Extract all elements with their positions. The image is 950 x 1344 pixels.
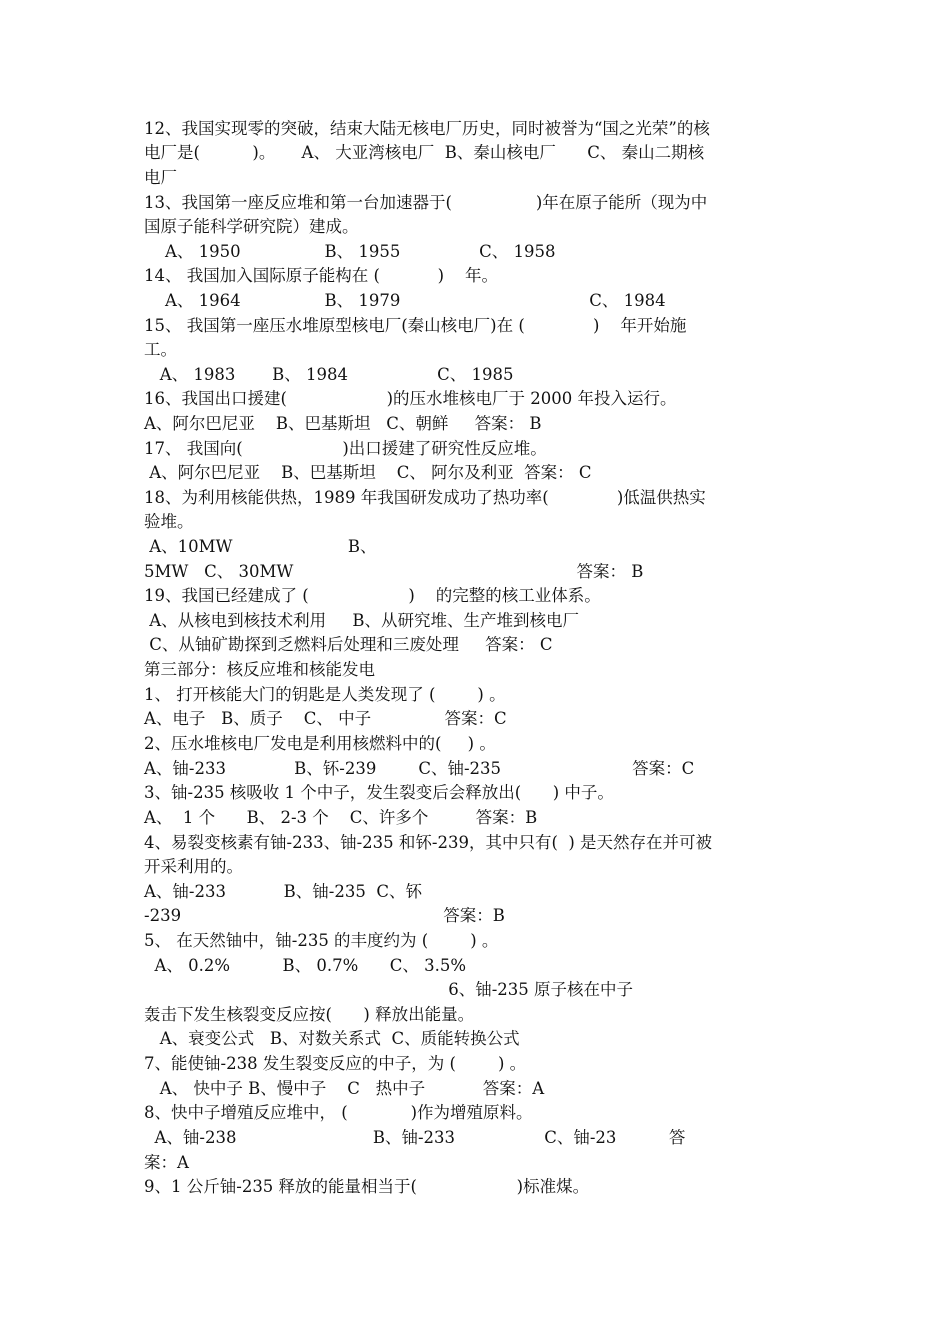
text-line: A、从核电到核技术利用 B、从研究堆、生产堆到核电厂 <box>144 611 580 630</box>
text-line: 开采利用的。 <box>144 857 243 876</box>
text-line: 14、 我国加入国际原子能构在 ( ) 年。 <box>144 266 499 285</box>
text-line: A、10MW B、 <box>144 537 377 556</box>
text-line: 案：A <box>144 1153 189 1172</box>
text-line: 1、 打开核能大门的钥匙是人类发现了 ( ) 。 <box>144 685 506 704</box>
text-line: A、 1950 B、 1955 C、 1958 <box>144 242 556 261</box>
text-line: 验堆。 <box>144 512 194 531</box>
text-line: 7、能使铀-238 发生裂变反应的中子，为 ( ) 。 <box>144 1054 527 1073</box>
text-line: 轰击下发生核裂变反应按( ) 释放出能量。 <box>144 1005 475 1024</box>
text-line: 电厂是( )。 A、 大亚湾核电厂 B、秦山核电厂 C、 秦山二期核 <box>144 143 705 162</box>
text-line: 15、 我国第一座压水堆原型核电厂(秦山核电厂)在 ( ) 年开始施 <box>144 316 687 335</box>
text-line: 第三部分：核反应堆和核能发电 <box>144 660 375 679</box>
text-line: 5MW C、 30MW 答案： B <box>144 562 644 581</box>
text-line: A、铀-238 B、铀-233 C、铀-23 答 <box>144 1128 686 1147</box>
text-line: 19、我国已经建成了 ( ) 的完整的核工业体系。 <box>144 586 601 605</box>
text-line: 16、我国出口援建( )的压水堆核电厂于 2000 年投入运行。 <box>144 389 677 408</box>
text-line: A、 1 个 B、 2-3 个 C、许多个 答案：B <box>144 808 538 827</box>
text-line: 18、为利用核能供热，1989 年我国研发成功了热功率( )低温供热实 <box>144 488 706 507</box>
text-line: C、从铀矿勘探到乏燃料后处理和三废处理 答案： C <box>144 635 553 654</box>
text-line: 8、快中子增殖反应堆中， ( )作为增殖原料。 <box>144 1103 533 1122</box>
text-line: A、 1983 B、 1984 C、 1985 <box>144 365 514 384</box>
text-line: A、铀-233 B、铀-235 C、钚 <box>144 882 422 901</box>
text-line: A、 0.2% B、 0.7% C、 3.5% <box>144 956 467 975</box>
text-line: -239 答案：B <box>144 906 505 925</box>
text-line: A、 1964 B、 1979 C、 1984 <box>144 291 666 310</box>
text-line: 2、压水堆核电厂发电是利用核燃料中的( ) 。 <box>144 734 496 753</box>
text-line: A、铀-233 B、钚-239 C、铀-235 答案：C <box>144 759 695 778</box>
text-line: A、衰变公式 B、对数关系式 C、质能转换公式 <box>144 1029 520 1048</box>
text-line: 6、铀-235 原子核在中子 <box>144 980 634 999</box>
text-line: A、阿尔巴尼亚 B、巴基斯坦 C、 阿尔及利亚 答案： C <box>144 463 592 482</box>
text-line: 电厂 <box>144 168 177 187</box>
text-line: 4、易裂变核素有铀-233、铀-235 和钚-239，其中只有( ) 是天然存在并可被 <box>144 833 713 852</box>
text-line: 17、 我国向( )出口援建了研究性反应堆。 <box>144 439 547 458</box>
text-line: 5、 在天然铀中，铀-235 的丰度约为 ( ) 。 <box>144 931 499 950</box>
text-line: A、阿尔巴尼亚 B、巴基斯坦 C、朝鲜 答案： B <box>144 414 542 433</box>
text-line: A、 快中子 B、慢中子 C 热中子 答案：A <box>144 1079 545 1098</box>
text-line: 国原子能科学研究院）建成。 <box>144 217 359 236</box>
text-line: 13、我国第一座反应堆和第一台加速器于( )年在原子能所（现为中 <box>144 193 708 212</box>
text-line: 12、我国实现零的突破，结束大陆无核电厂历史，同时被誉为“国之光荣”的核 <box>144 119 710 138</box>
text-line: 3、铀-235 核吸收 1 个中子，发生裂变后会释放出( ) 中子。 <box>144 783 614 802</box>
text-line: A、电子 B、质子 C、 中子 答案：C <box>144 709 507 728</box>
text-line: 工。 <box>144 340 177 359</box>
text-line: 9、1 公斤铀-235 释放的能量相当于( )标准煤。 <box>144 1177 590 1196</box>
